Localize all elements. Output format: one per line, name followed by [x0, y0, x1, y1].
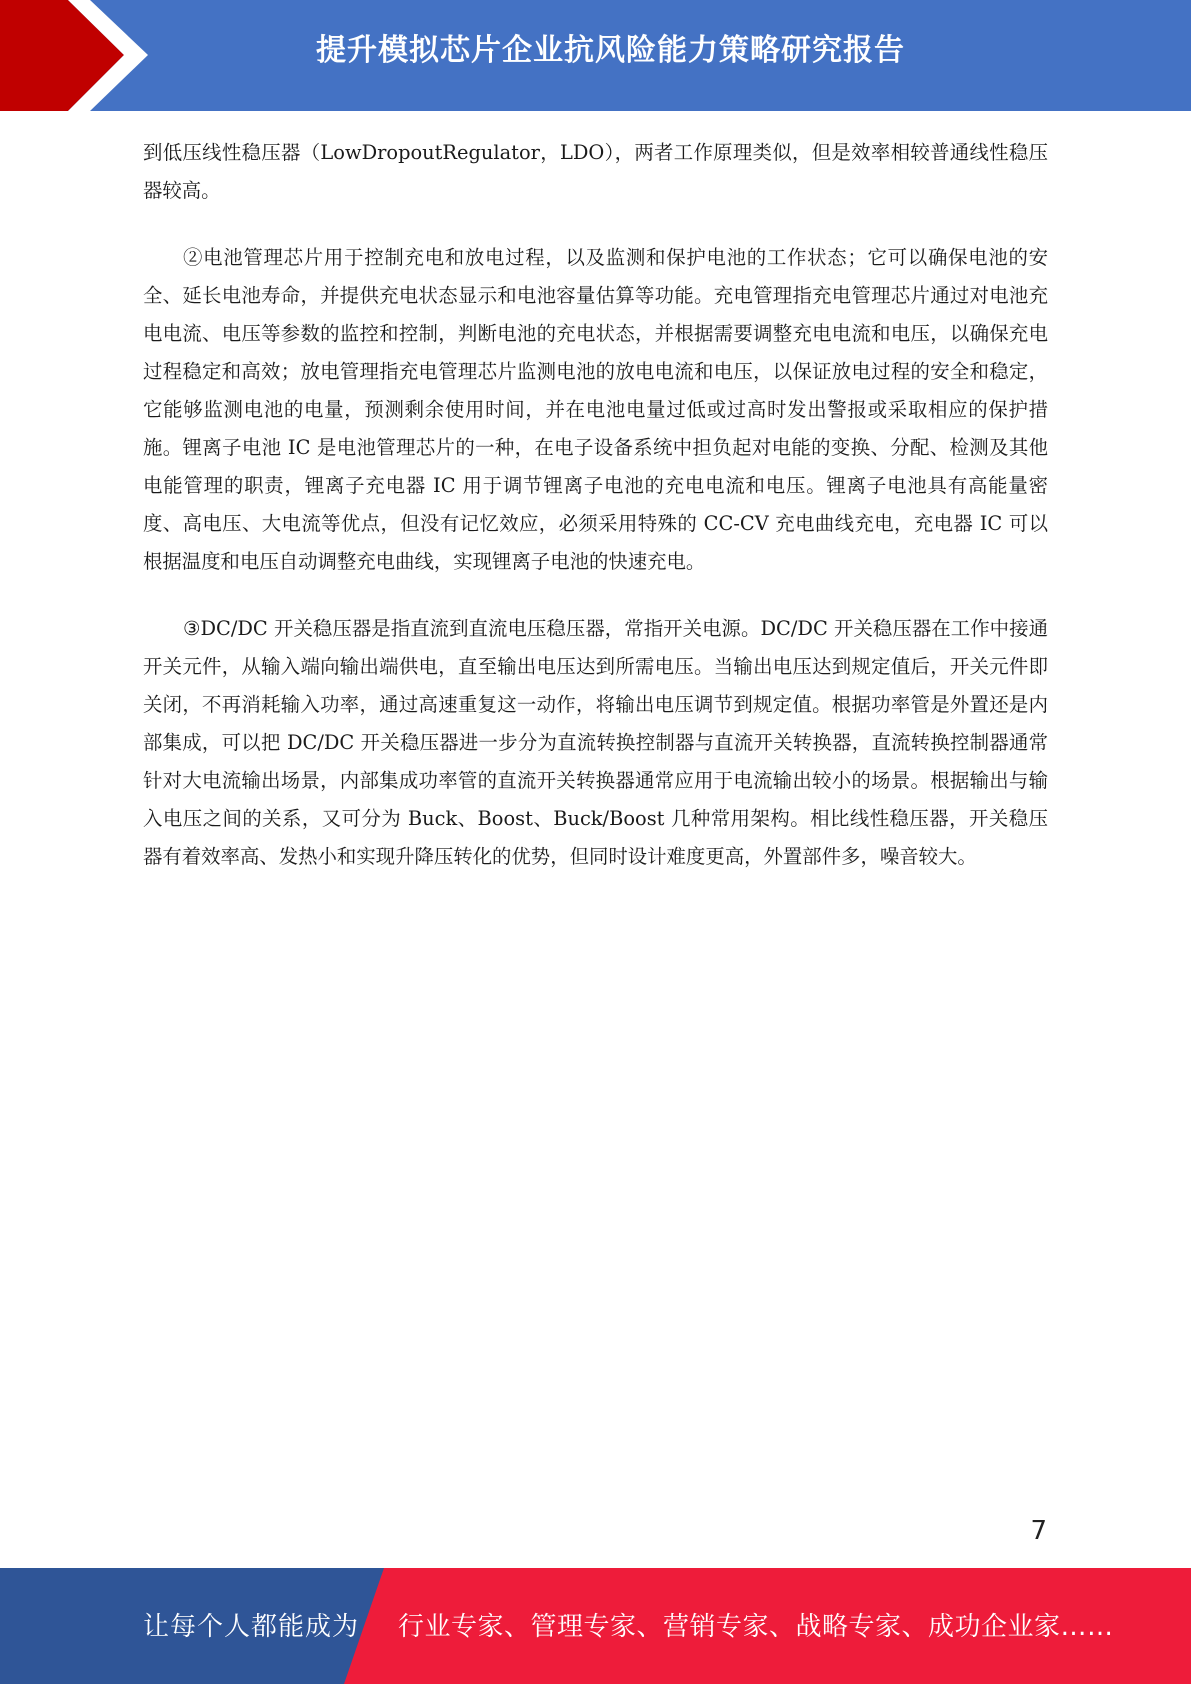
footer-slogan-right: 行业专家、管理专家、营销专家、战略专家、成功企业家…… — [398, 1612, 1114, 1642]
paragraph-1: 到低压线性稳压器（LowDropoutRegulator，LDO），两者工作原理类似，但是效率相较普通线性稳压器较高。 — [143, 141, 1048, 202]
paragraph-3: ③DC/DC 开关稳压器是指直流到直流电压稳压器，常指开关电源。DC/DC 开关稳压器在工作中接通开关元件，从输入端向输出端供电，直至输出电压达到所需电压。当输出电压达到规定值后，开关元件即关闭，不再消耗输入功率，通过高速重复这一动作，将输出电压调节到规定值。根据功率管是外置还是内部集成，可以把 DC/DC 开关稳压器进一步分为直流转换控制器与直流开关转换器，直流转换控制器通常针对大电流输出场景，内部集成功率管的直流开关转换器通常应用于电流输出较小的场景。根据输出与输入电压之间的关系，又可分为 Buck、Boost、Buck/Boost 几种常用架构。相比线性稳压器，开关稳压器有着效率高、发热小和实现升降压转化的优势，但同时设计难度更高，外置部件多，噪音较大。 — [143, 617, 1048, 868]
footer-slogan-left: 让每个人都能成为 — [143, 1612, 360, 1642]
header-arrow-icon — [0, 0, 160, 111]
page-footer — [0, 1568, 1191, 1684]
page-number: 7 — [1030, 1516, 1047, 1546]
main-content — [143, 134, 1048, 905]
page-header — [0, 0, 1191, 111]
page-title: 提升模拟芯片企业抗风险能力策略研究报告 — [316, 33, 905, 68]
paragraph-2: ②电池管理芯片用于控制充电和放电过程，以及监测和保护电池的工作状态；它可以确保电池的安全、延长电池寿命，并提供充电状态显示和电池容量估算等功能。充电管理指充电管理芯片通过对电池充电电流、电压等参数的监控和控制，判断电池的充电状态，并根据需要调整充电电流和电压，以确保充电过程稳定和高效；放电管理指充电管理芯片监测电池的放电电流和电压，以保证放电过程的安全和稳定，它能够监测电池的电量，预测剩余使用时间，并在电池电量过低或过高时发出警报或采取相应的保护措施。锂离子电池 IC 是电池管理芯片的一种，在电子设备系统中担负起对电能的变换、分配、检测及其他电能管理的职责，锂离子充电器 IC 用于调节锂离子电池的充电电流和电压。锂离子电池具有高能量密度、高电压、大电流等优点，但没有记忆效应，必须采用特殊的 CC-CV 充电曲线充电，充电器 IC 可以根据温度和电压自动调整充电曲线，实现锂离子电池的快速充电。 — [143, 246, 1048, 573]
